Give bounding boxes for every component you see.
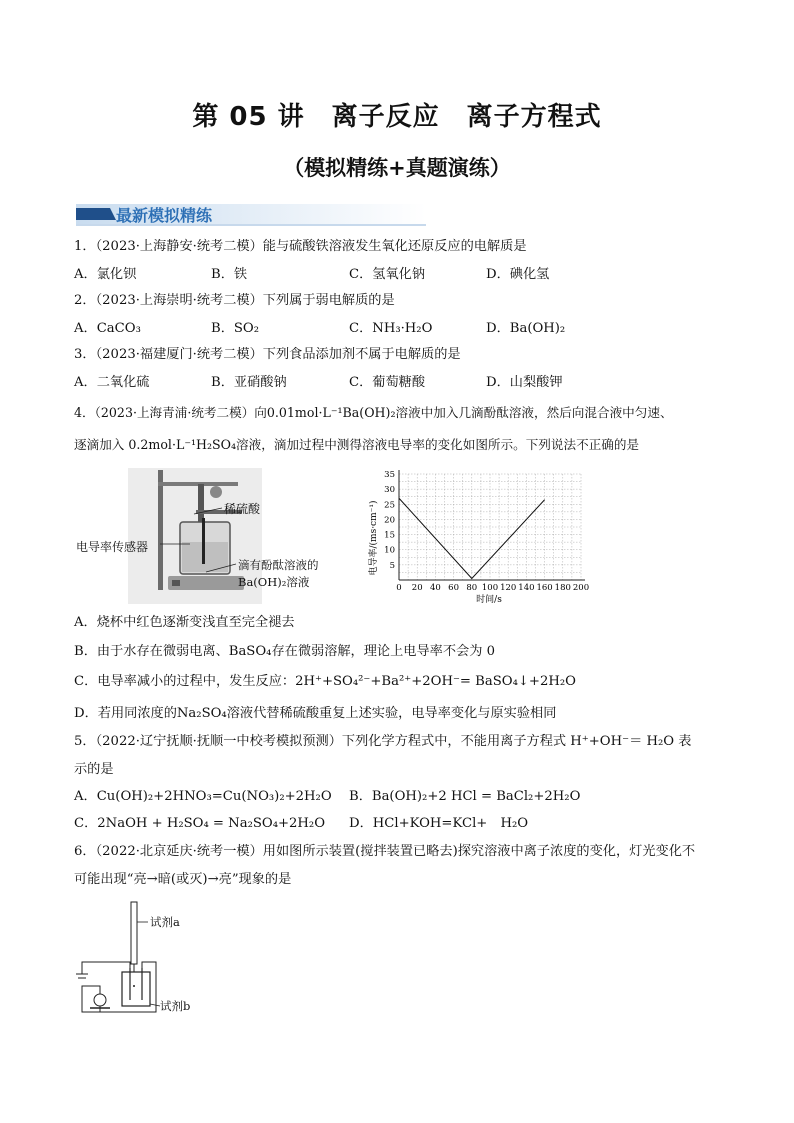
q4-option-a[interactable]: A．烧杯中红色逐渐变浅直至完全褪去 — [74, 615, 295, 630]
label-reagent-b: 试剂b — [160, 999, 191, 1013]
q1-option-d[interactable]: D．碘化氢 — [486, 267, 550, 282]
q2-option-d[interactable]: D．Ba(OH)₂ — [486, 321, 566, 336]
x-tick-label: 160 — [536, 583, 553, 593]
label-leader-lines — [160, 500, 280, 580]
q5-option-a[interactable]: A．Cu(OH)₂+2HNO₃=Cu(NO₃)₂+2H₂O — [74, 789, 332, 804]
label-conductivity-sensor: 电导率传感器 — [76, 540, 149, 554]
q1-stem: 1．（2023·上海静安·统考二模）能与硫酸铁溶液发生氧化还原反应的电解质是 — [74, 239, 527, 254]
section-label: 最新模拟精练 — [116, 206, 213, 225]
y-tick-label: 15 — [384, 530, 395, 541]
q2-stem: 2．（2023·上海崇明·统考二模）下列属于弱电解质的是 — [74, 293, 395, 308]
q4-option-c[interactable]: C．电导率减小的过程中，发生反应：2H⁺+SO₄²⁻+Ba²⁺+2OH⁻= BaSO₄↓+2H₂O — [74, 674, 576, 689]
q4-stem-line1: 4．（2023·上海青浦·统考二模）向0.01mol·L⁻¹Ba(OH)₂溶液中加入几滴酚酞溶液，然后向混合液中匀速、 — [74, 405, 673, 420]
q1-option-c[interactable]: C．氢氧化钠 — [349, 267, 426, 282]
q2-options — [74, 320, 714, 338]
label-solution-line1: 滴有酚酞溶液的 — [238, 558, 319, 572]
y-tick-label: 30 — [384, 485, 395, 496]
q5-stem-line1: 5．（2022·辽宁抚顺·抚顺一中校考模拟预测）下列化学方程式中，不能用离子方程式 H⁺+OH⁻＝ H₂O 表 — [74, 734, 692, 749]
conductivity-chart — [365, 466, 597, 604]
x-tick-label: 20 — [411, 583, 423, 593]
q5-options-row2 — [74, 815, 714, 833]
q5-option-c[interactable]: C．2NaOH + H₂SO₄ = Na₂SO₄+2H₂O — [74, 816, 326, 831]
q3-option-c[interactable]: C．葡萄糖酸 — [349, 375, 426, 390]
chart-axes — [399, 470, 585, 580]
q1-options — [74, 266, 714, 284]
x-tick-label: 0 — [396, 583, 402, 593]
q5-option-b[interactable]: B．Ba(OH)₂+2 HCl = BaCl₂+2H₂O — [349, 789, 581, 804]
q2-option-c[interactable]: C．NH₃·H₂O — [349, 321, 433, 336]
page-subtitle: （模拟精练+真题演练） — [283, 156, 511, 180]
q1-option-a[interactable]: A．氯化钡 — [74, 267, 137, 282]
x-tick-label: 100 — [481, 583, 499, 593]
q6-stem-line2: 可能出现“亮→暗(或灭)→亮”现象的是 — [74, 872, 292, 887]
label-solution-line2: Ba(OH)₂溶液 — [238, 575, 310, 589]
label-dilute-acid: 稀硫酸 — [224, 502, 261, 516]
y-tick-label: 10 — [384, 545, 395, 556]
q3-stem: 3．（2023·福建厦门·统考二模）下列食品添加剂不属于电解质的是 — [74, 347, 461, 362]
y-tick-label: 35 — [384, 470, 395, 480]
q4-option-b[interactable]: B．由于水存在微弱电离、BaSO₄存在微弱溶解，理论上电导率不会为 0 — [74, 644, 496, 659]
q1-option-b[interactable]: B．铁 — [211, 267, 248, 282]
chart-grid — [399, 474, 581, 580]
x-tick-label: 180 — [554, 583, 571, 593]
page-title: 第 05 讲 离子反应 离子方程式 — [192, 102, 602, 132]
x-axis-label: 时间/s — [476, 595, 502, 604]
q3-option-d[interactable]: D．山梨酸钾 — [486, 375, 563, 390]
q4-stem-line2: 逐滴加入 0.2mol·L⁻¹H₂SO₄溶液，滴加过程中测得溶液电导率的变化如图所示。下列说法不正确的是 — [74, 437, 640, 452]
x-tick-label: 200 — [572, 583, 590, 593]
y-tick-label: 20 — [384, 515, 395, 526]
q2-option-a[interactable]: A．CaCO₃ — [74, 321, 141, 336]
y-tick-label: 25 — [384, 500, 395, 511]
chart-ticks — [384, 470, 589, 593]
x-tick-label: 80 — [466, 583, 478, 593]
q5-stem-line2: 示的是 — [74, 762, 114, 777]
x-tick-label: 140 — [518, 583, 535, 593]
q3-option-b[interactable]: B．亚硝酸钠 — [211, 375, 287, 390]
q6-stem-line1: 6．（2022·北京延庆·统考一模）用如图所示装置(搅拌装置已略去)探究溶液中离子浓度的变化，灯光变化不 — [74, 844, 696, 859]
q5-options-row1 — [74, 788, 714, 806]
q3-option-a[interactable]: A．二氧化硫 — [74, 375, 150, 390]
y-tick-label: 5 — [389, 560, 395, 571]
x-tick-label: 40 — [429, 583, 441, 593]
y-axis-label: 电导率/(ms·cm⁻¹) — [369, 500, 379, 576]
q5-option-d[interactable]: D．HCl+KOH=KCl+ H₂O — [349, 816, 529, 831]
q3-options — [74, 374, 714, 392]
q2-option-b[interactable]: B．SO₂ — [211, 321, 260, 336]
label-reagent-a: 试剂a — [150, 915, 180, 929]
x-tick-label: 120 — [500, 583, 517, 593]
x-tick-label: 60 — [448, 583, 460, 593]
q4-option-d[interactable]: D．若用同浓度的Na₂SO₄溶液代替稀硫酸重复上述实验，电导率变化与原实验相同 — [74, 706, 557, 721]
